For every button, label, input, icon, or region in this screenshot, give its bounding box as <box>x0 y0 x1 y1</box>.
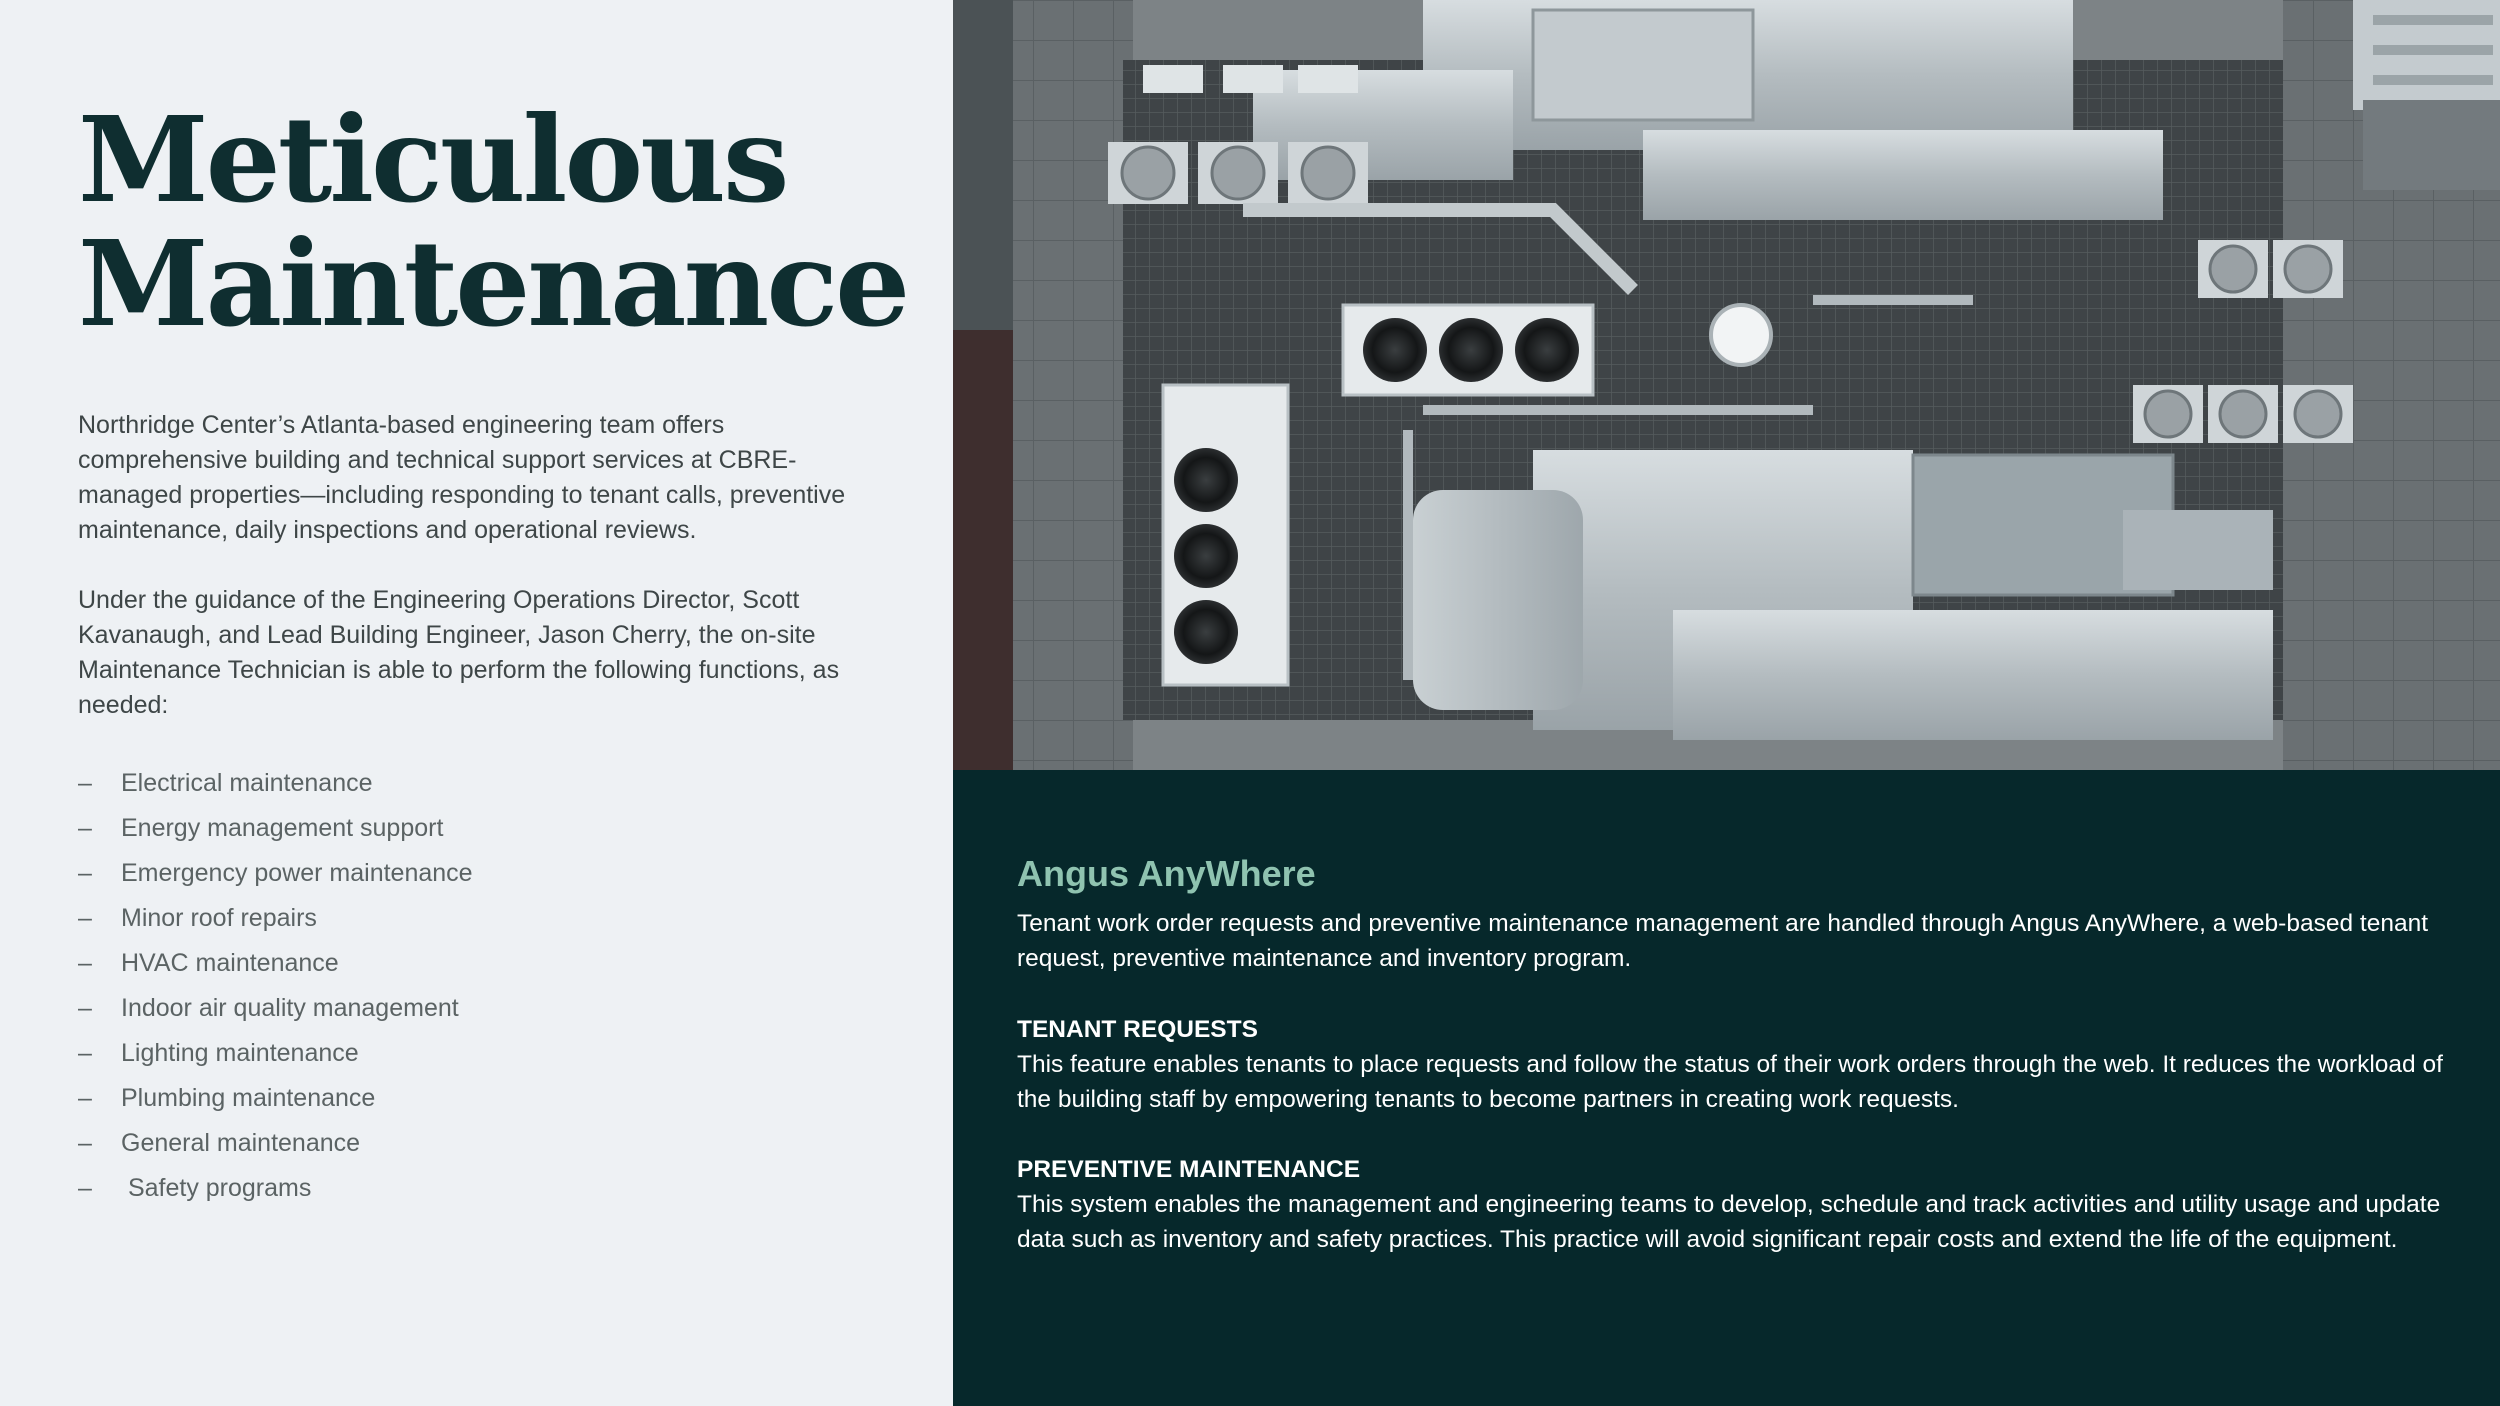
dash-bullet: – <box>78 904 92 932</box>
list-item: – Minor roof repairs <box>78 898 778 943</box>
list-item: – Electrical maintenance <box>78 763 778 808</box>
list-item: – Safety programs <box>78 1168 778 1213</box>
list-item: – General maintenance <box>78 1123 778 1168</box>
dash-bullet: – <box>78 814 92 842</box>
rooftop-photo <box>953 0 2500 770</box>
functions-list <box>78 763 778 1213</box>
tenant-requests-heading: TENANT REQUESTS <box>1017 1016 1258 1043</box>
rooftop-hvac-aerial-icon <box>953 0 2500 770</box>
list-item: – Emergency power maintenance <box>78 853 778 898</box>
dash-bullet: – <box>78 1084 92 1112</box>
dash-bullet: – <box>78 1039 92 1067</box>
list-item: – Plumbing maintenance <box>78 1078 778 1123</box>
preventive-maintenance-text: This system enables the management and engineering teams to develop, schedule and track activities and utility usage and update data such as inventory and safety practices. This practice will avoid significant repair costs and extend the life of the equipment. <box>1017 1191 2441 1253</box>
preventive-maintenance-heading: PREVENTIVE MAINTENANCE <box>1017 1156 1361 1183</box>
angus-anywhere-panel <box>953 770 2500 1406</box>
guidance-paragraph: Under the guidance of the Engineering Operations Director, Scott Kavanaugh, and Lead Building Engineer, Jason Cherry, the on-site Maintenance Technician is able to perform the following functions, as needed: <box>78 586 840 719</box>
list-item: – HVAC maintenance <box>78 943 778 988</box>
dash-bullet: – <box>78 994 92 1022</box>
list-item: – Lighting maintenance <box>78 1033 778 1078</box>
left-panel <box>0 0 953 1406</box>
dash-bullet: – <box>78 949 92 977</box>
dash-bullet: – <box>78 1174 92 1202</box>
dash-bullet: – <box>78 769 92 797</box>
angus-heading: Angus AnyWhere <box>1017 853 1316 894</box>
tenant-requests-text: This feature enables tenants to place requests and follow the status of their work orders through the web. It reduces the workload of the building staff by empowering tenants to become partners in creating work requests. <box>1017 1051 2443 1113</box>
page-title <box>78 90 908 353</box>
intro-paragraph: Northridge Center’s Atlanta-based engineering team offers comprehensive building and technical support services at CBRE-managed properties—including responding to tenant calls, preventive maintenance, daily inspections and operational reviews. <box>78 411 846 544</box>
dash-bullet: – <box>78 1129 92 1157</box>
title-line-2: Maintenance <box>78 214 908 353</box>
list-item: – Indoor air quality management <box>78 988 778 1033</box>
title-line-1: Meticulous <box>78 90 787 229</box>
dash-bullet: – <box>78 859 92 887</box>
list-item: – Energy management support <box>78 808 778 853</box>
angus-intro: Tenant work order requests and preventive maintenance management are handled through Angus AnyWhere, a web-based tenant request, preventive maintenance and inventory program. <box>1017 910 2429 972</box>
